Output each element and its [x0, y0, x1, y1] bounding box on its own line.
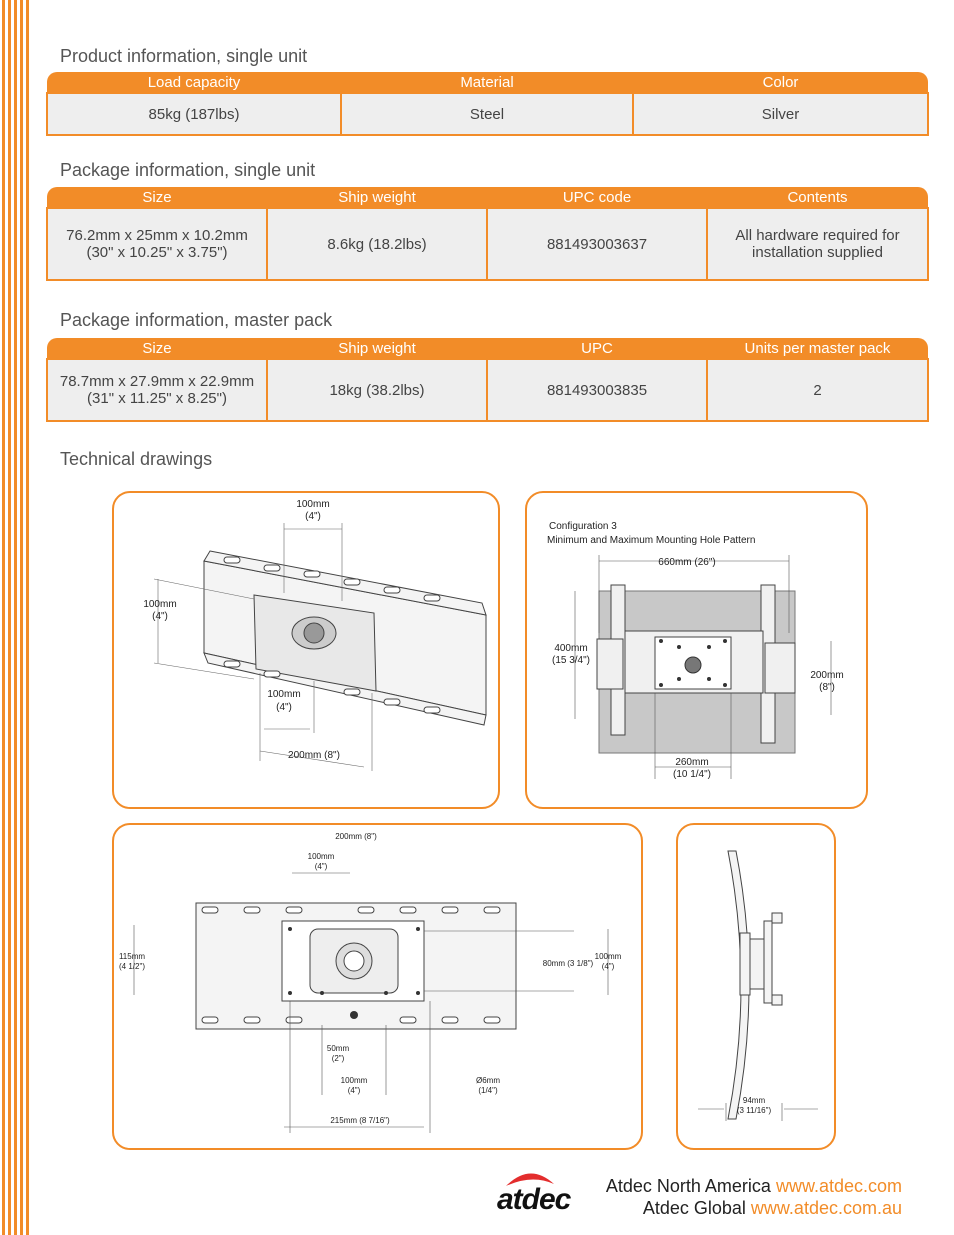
- technical-drawings-title: Technical drawings: [60, 449, 213, 469]
- d3-right-dim1: 80mm (3 1/8"): [542, 959, 594, 968]
- header-upc: UPC: [487, 338, 707, 359]
- header-ship-weight: Ship weight: [267, 338, 487, 359]
- value-ship-weight: 8.6kg (18.2lbs): [267, 208, 487, 280]
- d3-top-dim2-a: 100mm: [307, 852, 335, 861]
- contents-line-1: All hardware required for: [735, 227, 900, 244]
- d1-left-dim-b: (4"): [152, 611, 168, 622]
- north-america-label: Atdec North America: [605, 1176, 771, 1196]
- footer-global: [643, 1198, 902, 1219]
- d4-depth-b: (3 11/16"): [736, 1106, 772, 1115]
- size-line-2: (31" x 11.25" x 8.25"): [87, 390, 227, 407]
- d4-depth-a: 94mm: [742, 1096, 766, 1105]
- value-contents: [707, 208, 928, 280]
- drawing-1-svg: [114, 493, 498, 807]
- d1-bottom-dim: 200mm (8"): [288, 750, 340, 761]
- d3-dim-100-b: (4"): [347, 1086, 361, 1095]
- value-units: 2: [707, 359, 928, 421]
- package-single-title: Package information, single unit: [60, 160, 316, 180]
- d2-config-title: Configuration 3: [549, 521, 617, 532]
- atdec-logo: atdec: [497, 1183, 571, 1216]
- package-master-title: Package information, master pack: [60, 310, 333, 330]
- decorative-stripes: [0, 0, 34, 1235]
- drawing-side-view: [676, 823, 836, 1150]
- drawing-tilt-mount-perspective: [112, 491, 500, 809]
- value-size: [47, 359, 267, 421]
- header-units-per-master-pack: Units per master pack: [707, 338, 928, 359]
- header-ship-weight: Ship weight: [267, 187, 487, 208]
- d2-top-dim: 660mm (26"): [658, 557, 716, 568]
- d2-bottom-dim-b: (10 1/4"): [672, 769, 712, 780]
- value-color: Silver: [633, 93, 928, 135]
- drawing-4-svg: [678, 825, 834, 1148]
- d2-config-subtitle: Minimum and Maximum Mounting Hole Pattern: [547, 535, 756, 546]
- d1-mid-dim-b: (4"): [276, 702, 292, 713]
- header-upc-code: UPC code: [487, 187, 707, 208]
- d3-left-dim-b: (4 1/2"): [119, 962, 145, 971]
- header-color: Color: [633, 72, 928, 93]
- size-line-1: 78.7mm x 27.9mm x 22.9mm: [59, 373, 255, 390]
- d3-top-dim: 200mm (8"): [335, 832, 377, 841]
- footer-north-america: [606, 1176, 902, 1197]
- drawing-2-svg: [527, 493, 866, 807]
- value-size: [47, 208, 267, 280]
- header-load-capacity: Load capacity: [47, 72, 341, 93]
- d3-dim-50-a: 50mm: [326, 1044, 350, 1053]
- d3-dim-100-a: 100mm: [340, 1076, 368, 1085]
- d2-bottom-dim-a: 260mm: [675, 757, 709, 768]
- header-contents: Contents: [707, 187, 928, 208]
- package-single-table: [46, 187, 929, 281]
- drawing-configuration-3: [525, 491, 868, 809]
- header-size: Size: [47, 338, 267, 359]
- d3-bottom-dim: 215mm (8 7/16"): [330, 1116, 390, 1125]
- size-line-2: (30" x 10.25" x 3.75"): [86, 244, 228, 261]
- d2-left-dim-b: (15 3/4"): [551, 655, 591, 666]
- value-upc: 881493003637: [487, 208, 707, 280]
- d3-top-dim2-b: (4"): [314, 862, 328, 871]
- package-master-table: [46, 338, 929, 422]
- global-url[interactable]: www.atdec.com.au: [750, 1198, 902, 1218]
- d2-left-dim-a: 400mm: [554, 643, 588, 654]
- d3-hole-b: (1/4"): [478, 1086, 498, 1095]
- d1-mid-dim-a: 100mm: [267, 689, 301, 700]
- d3-dim-50-b: (2"): [331, 1054, 345, 1063]
- value-material: Steel: [341, 93, 633, 135]
- north-america-url[interactable]: www.atdec.com: [775, 1176, 902, 1196]
- d2-right-dim-b: (8"): [819, 682, 835, 693]
- global-label: Atdec Global: [642, 1198, 746, 1218]
- size-line-1: 76.2mm x 25mm x 10.2mm: [66, 227, 248, 244]
- drawing-3-svg: [114, 825, 641, 1148]
- value-load-capacity: 85kg (187lbs): [47, 93, 341, 135]
- d1-top-dim-b: (4"): [305, 511, 321, 522]
- product-info-title: Product information, single unit: [60, 46, 308, 66]
- product-info-table: [46, 72, 929, 136]
- drawing-front-view: [112, 823, 643, 1150]
- d1-left-dim-a: 100mm: [143, 599, 177, 610]
- contents-line-2: installation supplied: [752, 244, 883, 261]
- d3-left-dim-a: 115mm: [118, 952, 146, 961]
- value-ship-weight: 18kg (38.2lbs): [267, 359, 487, 421]
- d3-hole-a: Ø6mm: [476, 1076, 500, 1085]
- d1-top-dim-a: 100mm: [296, 499, 330, 510]
- value-upc: 881493003835: [487, 359, 707, 421]
- d2-right-dim-a: 200mm: [810, 670, 844, 681]
- d3-right-dim2-b: (4"): [601, 962, 615, 971]
- d3-right-dim2-a: 100mm: [594, 952, 622, 961]
- header-size: Size: [47, 187, 267, 208]
- header-material: Material: [341, 72, 633, 93]
